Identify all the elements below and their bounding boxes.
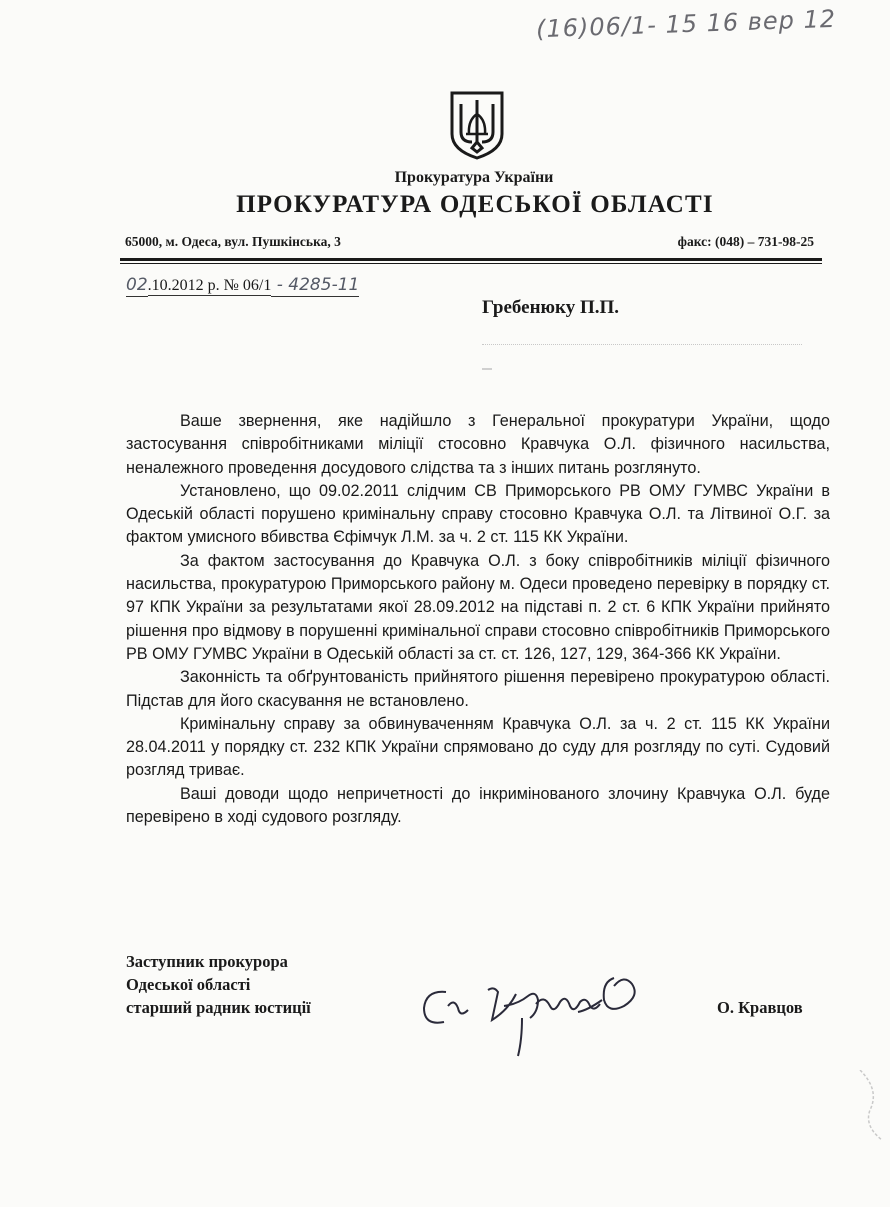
body-paragraph: За фактом застосування до Кравчука О.Л. з боку співробітників міліції фізичного насильства, прокуратурою Приморського району м. Одеси проведено перевірку в порядку ст. 97 КПК України за результатами якої 28.09.2012 на підставі п. 2 ст. 6 КПК України прийнято рішення про відмову в порушенні кримінальної справи стосовно співробітників Приморського РВ ОМУ ГУМВС України в Одеській області за ст. ст. 126, 127, 129, 364-366 КК України. [126,551,830,663]
org-title: ПРОКУРАТУРА ОДЕСЬКОЇ ОБЛАСТІ [236,191,714,218]
header-rule-thin [120,263,822,264]
redacted-address-line [482,344,802,357]
body-paragraph: Законність та обґрунтованість прийнятого рішення перевірено прокуратурою області. Підстав для його скасування не встановлено. [126,668,830,710]
org-subtitle: Прокуратура України [394,169,554,186]
org-fax: факс: (048) – 731-98-25 [677,234,814,249]
org-address: 65000, м. Одеса, вул. Пушкінська, 3 [125,234,341,249]
registration-number-handwritten: - 4285-11 [271,275,360,295]
registration-day-handwritten: 02 [126,275,148,295]
letter-body [126,410,830,829]
handwritten-registration-note: (16)06/1- 15 16 вер 12 [535,4,837,44]
addressee-name: Гребенюку П.П. [482,297,620,318]
signer-name: О. Кравцов [717,998,803,1017]
signatory-position: Заступник прокурора [126,952,288,971]
signatory-title-block [126,950,311,1019]
registration-date-printed: .10.2012 р. № 06/1 [147,277,272,294]
body-paragraph: Установлено, що 09.02.2011 слідчим СВ Приморського РВ ОМУ ГУМВС України в Одеській області порушено кримінальну справу стосовно Кравчука О.Л. та Літвиної О.Г. за фактом умисного вбивства Єфімчук Л.М. за ч. 2 ст. 115 КК України. [126,481,830,547]
header-rule-thick [120,258,822,261]
body-paragraph: Ваше звернення, яке надійшло з Генеральної прокуратури України, щодо застосування співробітниками міліції стосовно Кравчука О.Л. фізичного насильства, неналежного проведення досудового слідства та з інших питань розглянуто. [126,412,830,477]
scan-edge-smudge [830,1070,890,1140]
handwritten-signature [418,960,668,1060]
redacted-address-mark [482,368,492,370]
trident-icon [448,90,506,160]
signatory-region: Одеської області [126,975,251,994]
signatory-rank: старший радник юстиції [126,998,311,1017]
registration-line [126,275,359,295]
body-paragraph: Ваші доводи щодо непричетності до інкримінованого злочину Кравчука О.Л. буде перевірено в ході судового розгляду. [126,784,830,827]
body-paragraph: Кримінальну справу за обвинуваченням Кравчука О.Л. за ч. 2 ст. 115 КК України 28.04.2011 у порядку ст. 232 КПК України спрямовано до суду для розгляду по суті. Судовий розгляд триває. [126,714,830,780]
